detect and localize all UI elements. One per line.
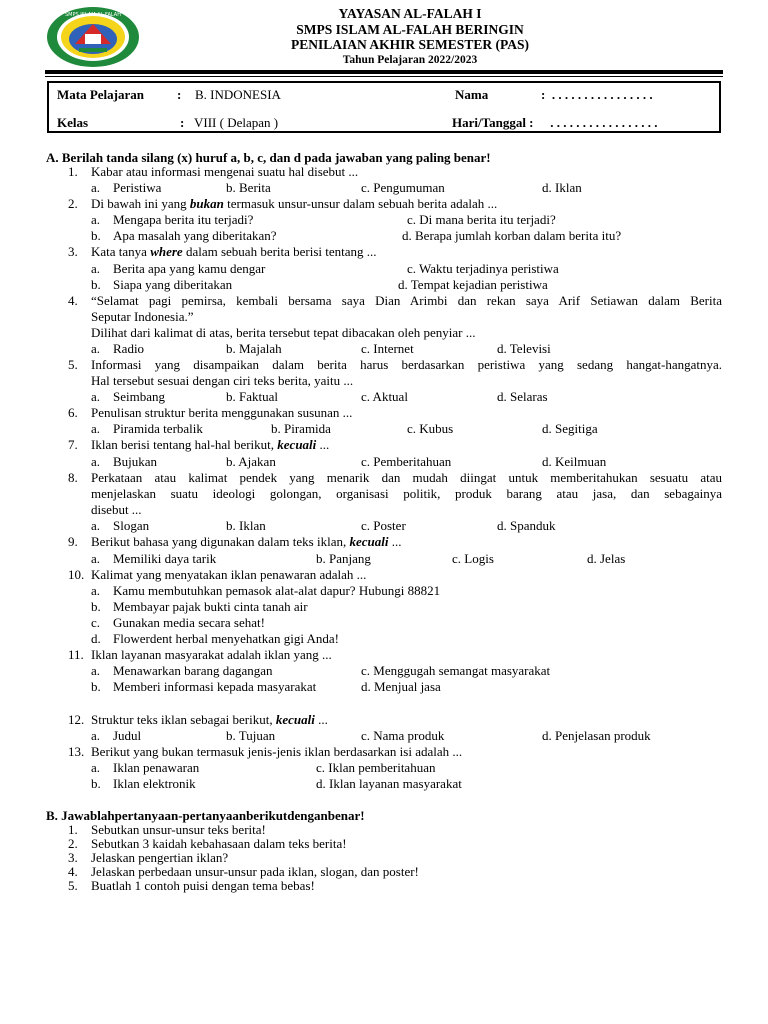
class-label: Kelas (57, 115, 89, 130)
option-letter: a. (91, 341, 101, 356)
question-number: 9. (68, 534, 78, 549)
option-d[interactable]: d. Selaras (497, 389, 548, 404)
option-c[interactable]: c. Di mana berita itu terjadi? (407, 212, 556, 227)
question-number: 3. (68, 244, 78, 259)
essay-question: Buatlah 1 contoh puisi dengan tema bebas! (91, 878, 315, 893)
option-d[interactable]: Flowerdent herbal menyehatkan gigi Anda! (113, 631, 339, 646)
option-b[interactable]: b. Panjang (316, 551, 371, 566)
option-c[interactable]: c. Waktu terjadinya peristiwa (407, 261, 559, 276)
option-b[interactable]: Memberi informasi kepada masyarakat (113, 679, 317, 694)
date-label: Hari/Tanggal : (452, 115, 534, 130)
essay-question: Sebutkan unsur-unsur teks berita! (91, 822, 266, 837)
option-c[interactable]: c. Kubus (407, 421, 454, 436)
option-letter: a. (91, 454, 101, 469)
subject-label: Mata Pelajaran (57, 87, 145, 102)
question-number: 2. (68, 196, 78, 211)
question-number: 5. (68, 357, 78, 372)
option-d[interactable]: d. Tempat kejadian peristiwa (398, 277, 548, 292)
option-c[interactable]: Gunakan media secara sehat! (113, 615, 265, 630)
option-letter: a. (91, 663, 101, 678)
option-a[interactable]: Peristiwa (113, 180, 162, 195)
option-d[interactable]: d. Iklan layanan masyarakat (316, 776, 462, 791)
essay-question: Jelaskan perbedaan unsur-unsur pada iklan, slogan, dan poster! (91, 864, 419, 879)
academic-year: Tahun Pelajaran 2022/2023 (342, 53, 478, 66)
option-letter: a. (91, 583, 101, 598)
option-letter: a. (91, 551, 101, 566)
question-text: Kalimat yang menyatakan iklan penawaran adalah ... (91, 567, 367, 582)
option-letter: a. (91, 261, 101, 276)
option-b[interactable]: b. Faktual (226, 389, 278, 404)
option-letter: a. (91, 728, 101, 743)
class-colon: : (180, 115, 185, 130)
question-text: “Selamat pagi pemirsa, kembali bersama saya Dian Arimbi dan rekan saya Arif Setiawan dalam Berita (91, 293, 722, 308)
option-a[interactable]: Radio (113, 341, 145, 356)
subject-colon: : (177, 87, 182, 102)
question-text: Iklan berisi tentang hal-hal berikut, kecuali ... (91, 437, 330, 452)
option-b[interactable]: b. Tujuan (226, 728, 276, 743)
question-text: Penulisan struktur berita menggunakan susunan ... (91, 405, 353, 420)
option-letter: c. (91, 615, 101, 630)
question-text: Berikut bahasa yang digunakan dalam teks iklan, kecuali ... (91, 534, 402, 549)
header-divider-thin (45, 76, 723, 77)
option-c[interactable]: c. Nama produk (361, 728, 445, 743)
foundation-name: YAYASAN AL-FALAH I (338, 6, 482, 21)
option-a[interactable]: Memiliki daya tarik (113, 551, 217, 566)
option-b[interactable]: b. Iklan (226, 518, 266, 533)
question-text: Perkataan atau kalimat pendek yang menarik dan mudah diingat untuk memberitahukan sesuatu atau (91, 470, 722, 485)
option-b[interactable]: b. Ajakan (226, 454, 276, 469)
option-d[interactable]: d. Spanduk (497, 518, 556, 533)
date-field[interactable]: . . . . . . . . . . . . . . . . . (547, 115, 658, 130)
option-letter: b. (91, 679, 101, 694)
essay-number: 5. (68, 878, 78, 893)
option-d[interactable]: d. Keilmuan (542, 454, 607, 469)
class-value: VIII ( Delapan ) (194, 115, 279, 130)
question-text: Informasi yang disampaikan dalam berita harus berdasarkan peristiwa yang sedang hangat-hangatnya. (91, 357, 722, 372)
option-a[interactable]: Berita apa yang kamu dengar (113, 261, 266, 276)
question-number: 1. (68, 164, 78, 179)
question-number: 8. (68, 470, 78, 485)
essay-number: 1. (68, 822, 78, 837)
option-d[interactable]: d. Penjelasan produk (542, 728, 651, 743)
option-b[interactable]: Membayar pajak bukti cinta tanah air (113, 599, 308, 614)
option-a[interactable]: Slogan (113, 518, 150, 533)
question-number: 7. (68, 437, 78, 452)
option-b[interactable]: Apa masalah yang diberitakan? (113, 228, 277, 243)
option-c[interactable]: c. Pemberitahuan (361, 454, 452, 469)
option-letter: b. (91, 776, 101, 791)
option-c[interactable]: c. Menggugah semangat masyarakat (361, 663, 551, 678)
option-letter: a. (91, 180, 101, 195)
option-c[interactable]: c. Iklan pemberitahuan (316, 760, 436, 775)
option-a[interactable]: Bujukan (113, 454, 158, 469)
question-number: 12. (68, 712, 85, 727)
option-d[interactable]: d. Televisi (497, 341, 551, 356)
section-a-title: A. Berilah tanda silang (x) huruf a, b, c, dan d pada jawaban yang paling benar! (46, 150, 491, 165)
essay-question: Jelaskan pengertian iklan? (91, 850, 229, 865)
question-text: Iklan layanan masyarakat adalah iklan yang ... (91, 647, 332, 662)
header-divider-thick (45, 70, 723, 74)
option-letter: a. (91, 212, 101, 227)
option-d[interactable]: d. Jelas (587, 551, 626, 566)
question-text: Kabar atau informasi mengenai suatu hal disebut ... (91, 164, 359, 179)
question-text: Berikut yang bukan termasuk jenis-jenis iklan berdasarkan isi adalah ... (91, 744, 463, 759)
section-b-title: B. Jawablahpertanyaan-pertanyaanberikutdenganbenar! (46, 808, 365, 823)
option-c[interactable]: c. Pengumuman (361, 180, 445, 195)
option-letter: d. (91, 631, 101, 646)
question-text: Di bawah ini yang bukan termasuk unsur-unsur dalam sebuah berita adalah ... (91, 196, 498, 211)
essay-number: 2. (68, 836, 78, 851)
school-header (160, 6, 660, 68)
subject-value: B. INDONESIA (195, 87, 281, 102)
option-letter: a. (91, 518, 101, 533)
name-label: Nama (455, 87, 489, 102)
question-number: 4. (68, 293, 78, 308)
option-d[interactable]: d. Segitiga (542, 421, 598, 436)
option-a[interactable]: Mengapa berita itu terjadi? (113, 212, 254, 227)
option-b[interactable]: Siapa yang diberitakan (113, 277, 233, 292)
question-text-cont: Seputar Indonesia.” (91, 309, 194, 324)
option-a[interactable]: Iklan penawaran (113, 760, 200, 775)
question-text-cont: menjelaskan suatu ideologi golongan, organisasi politik, produk barang atau jasa, dan sebagainya (91, 486, 722, 501)
question-number: 6. (68, 405, 78, 420)
question-number: 13. (68, 744, 85, 759)
question-text: Kata tanya where dalam sebuah berita berisi tentang ... (91, 244, 377, 259)
option-letter: b. (91, 228, 101, 243)
school-logo (45, 6, 141, 68)
option-a[interactable]: Kamu membutuhkan pemasok alat-alat dapur? Hubungi 88821 (113, 583, 441, 598)
question-text-cont: disebut ... (91, 502, 142, 517)
option-b[interactable]: b. Berita (226, 180, 271, 195)
option-letter: b. (91, 599, 101, 614)
exam-title: PENILAIAN AKHIR SEMESTER (PAS) (291, 37, 529, 52)
name-field[interactable]: : . . . . . . . . . . . . . . . . (541, 87, 653, 102)
option-c[interactable]: c. Aktual (361, 389, 408, 404)
option-a[interactable]: Piramida terbalik (113, 421, 203, 436)
question-number: 10. (68, 567, 85, 582)
option-letter: b. (91, 277, 101, 292)
essay-number: 4. (68, 864, 78, 879)
question-text-cont: Hal tersebut sesuai dengan ciri teks berita, yaitu ... (91, 373, 354, 388)
option-letter: a. (91, 760, 101, 775)
option-a[interactable]: Judul (113, 728, 142, 743)
option-b[interactable]: Iklan elektronik (113, 776, 196, 791)
option-b[interactable]: b. Majalah (226, 341, 282, 356)
option-d[interactable]: d. Iklan (542, 180, 582, 195)
question-text: Struktur teks iklan sebagai berikut, kecuali ... (91, 712, 328, 727)
student-info-box (47, 81, 721, 133)
option-a[interactable]: Seimbang (113, 389, 165, 404)
essay-number: 3. (68, 850, 78, 865)
option-c[interactable]: c. Logis (452, 551, 494, 566)
option-d[interactable]: d. Menjual jasa (361, 679, 441, 694)
option-a[interactable]: Menawarkan barang dagangan (113, 663, 273, 678)
option-d[interactable]: d. Berapa jumlah korban dalam berita itu? (402, 228, 622, 243)
option-letter: a. (91, 389, 101, 404)
option-c[interactable]: c. Poster (361, 518, 406, 533)
school-name: SMPS ISLAM AL-FALAH BERINGIN (296, 21, 524, 37)
question-number: 11. (68, 647, 84, 662)
essay-question: Sebutkan 3 kaidah kebahasaan dalam teks berita! (91, 836, 347, 851)
option-letter: a. (91, 421, 101, 436)
option-c[interactable]: c. Internet (361, 341, 414, 356)
question-text-cont: Dilihat dari kalimat di atas, berita tersebut tepat dibacakan oleh penyiar ... (91, 325, 476, 340)
logo-lettering: SMPS ISLAM AL-FALAH (65, 12, 121, 18)
option-b[interactable]: b. Piramida (271, 421, 331, 436)
